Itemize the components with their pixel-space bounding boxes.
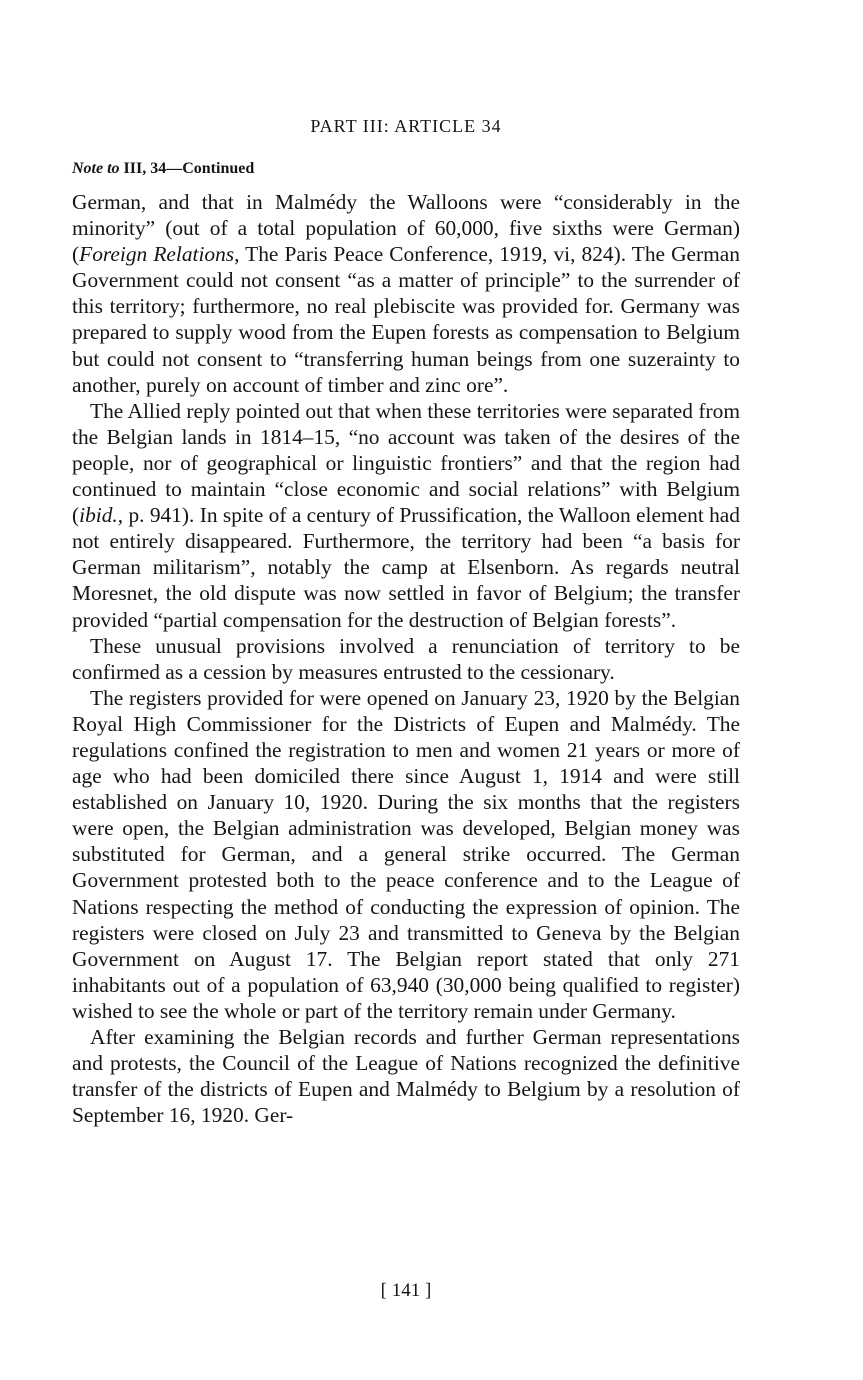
paragraph-text: , p. 941). In spite of a century of Prussification, the Walloon element had not entirely disappeared. Furthermore, the territory had been “a basis for German militarism”, notably the camp at Elsenborn. As regards neutral Moresnet, the old dispute was now settled in favor of Belgium; the transfer provided “partial compensation for the destruction of Belgian forests”. [72, 503, 740, 632]
body-text [72, 189, 740, 1128]
italic-text: ibid. [79, 503, 118, 528]
document-page [72, 0, 740, 1380]
paragraph [72, 1024, 740, 1128]
note-heading-reference: III, 34—Continued [123, 160, 255, 177]
paragraph-text: German, and that in Malmédy the Walloons were “considerably in the minority” (out of a total population of 60,000, five sixths were German) ( [72, 190, 740, 267]
paragraph-text: The registers provided for were opened on January 23, 1920 by the Belgian Royal High Commissioner for the Districts of Eupen and Malmédy. The regulations confined the registration to men and women 21 years or more of age who had been domiciled there since August 1, 1914 and were still established on January 10, 1920. During the six months that the registers were open, the Belgian administration was developed, Belgian money was substituted for German, and a general strike occurred. The German Government protested both to the peace conference and to the League of Nations respecting the method of conducting the expression of opinion. The registers were closed on July 23 and transmitted to Geneva by the Belgian Government on August 17. The Belgian report stated that only 271 inhabitants out of a population of 63,940 (30,000 being qualified to register) wished to see the whole or part of the territory remain under Germany. [72, 685, 740, 1023]
paragraph-text: , The Paris Peace Conference, 1919, vi, 824). The German Government could not consent “as a matter of principle” to the surrender of this territory; furthermore, no real plebiscite was provided for. Germany was prepared to supply wood from the Eupen forests as compensation to Belgium but could not consent to “transferring human beings from one suzerainty to another, purely on account of timber and zinc ore”. [72, 242, 740, 397]
italic-text: Foreign Relations [79, 242, 235, 267]
paragraph-text: The Allied reply pointed out that when these territories were separated from the Belgian lands in 1814–15, “no account was taken of the desires of the people, nor of geographical or linguistic frontiers” and that the region had continued to maintain “close economic and social relations” with Belgium ( [72, 398, 740, 528]
paragraph [72, 398, 740, 633]
page-number: [ 141 ] [380, 1280, 432, 1301]
paragraph [72, 633, 740, 685]
note-heading [72, 160, 254, 178]
paragraph [72, 189, 740, 398]
note-heading-prefix: Note to [72, 160, 120, 177]
paragraph [72, 685, 740, 1024]
running-head: PART III: ARTICLE 34 [310, 116, 502, 136]
paragraph-text: After examining the Belgian records and further German representations and protests, the Council of the League of Nations recognized the definitive transfer of the districts of Eupen and Malmédy to Belgium by a resolution of September 16, 1920. Ger- [72, 1025, 740, 1128]
paragraph-text: These unusual provisions involved a renunciation of territory to be confirmed as a cession by measures entrusted to the cessionary. [72, 633, 740, 684]
